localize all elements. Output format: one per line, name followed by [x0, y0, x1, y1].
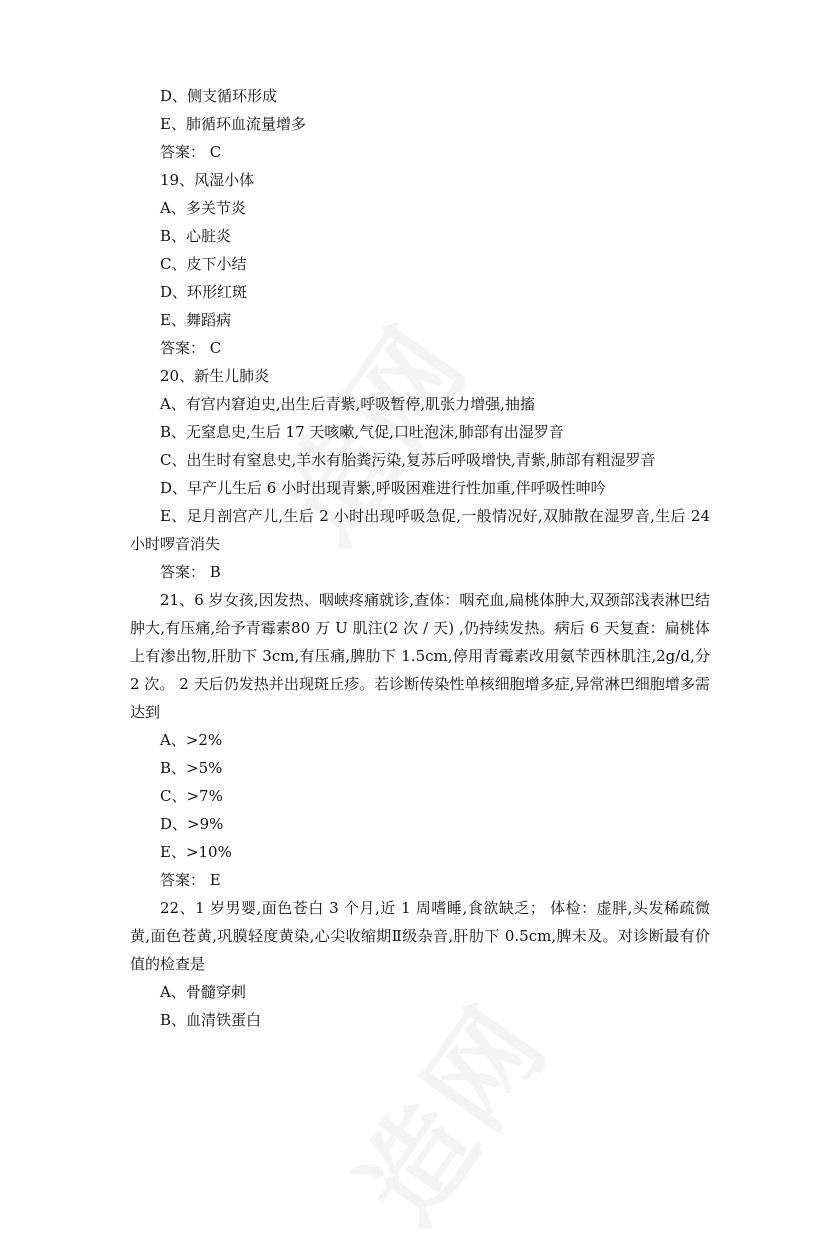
option-a: A、有宫内窘迫史,出生后青紫,呼吸暂停,肌张力增强,抽搐: [160, 395, 535, 413]
option-a: A、多关节炎: [160, 199, 246, 217]
option-b: B、血清铁蛋白: [160, 1011, 262, 1029]
option-d: D、环形红斑: [160, 283, 248, 301]
question-20: 20、新生儿肺炎: [160, 367, 270, 385]
option-c: C、>7%: [160, 787, 223, 805]
question-22: 22、1 岁男婴,面色苍白 3 个月,近 1 周嗜睡,食欲缺乏； 体检：虚胖,头发稀疏微黄,面色苍黄,巩膜轻度黄染,心尖收缩期Ⅱ级杂音,肝肋下 0.5cm,脾未及。对诊断最有价值的检查是: [130, 899, 710, 973]
option-d: D、早产儿生后 6 小时出现青紫,呼吸困难进行性加重,伴呼吸性呻吟: [160, 479, 606, 497]
option-e: E、足月剖宫产儿,生后 2 小时出现呼吸急促,一般情况好,双肺散在湿罗音,生后 24 小时啰音消失: [130, 507, 710, 553]
question-content: [130, 82, 710, 1034]
option-b: B、心脏炎: [160, 227, 232, 245]
answer: 答案： C: [160, 339, 222, 357]
option-c: C、皮下小结: [160, 255, 247, 273]
option-d: D、>9%: [160, 815, 224, 833]
option-e: E、肺循环血流量增多: [160, 115, 306, 133]
answer: 答案： E: [160, 871, 221, 889]
option-b: B、无窒息史,生后 17 天咳嗽,气促,口吐泡沫,肺部有出湿罗音: [160, 423, 564, 441]
option-e: E、>10%: [160, 843, 232, 861]
question-21: 21、6 岁女孩,因发热、咽峡疼痛就诊,查体：咽充血,扁桃体肿大,双颈部浅表淋巴结肿大,有压痛,给予青霉素80 万 U 肌注(2 次 / 天) ,仍持续发热。病后 6 天复查：扁桃体上有渗出物,肝肋下 3cm,有压痛,脾肋下 1.5cm,停用青霉素改用氨苄西林肌注,2g/d,分 2 次。 2 天后仍发热并出现斑丘疹。若诊断传染性单核细胞增多症,异常淋巴细胞增多需达到: [130, 591, 710, 721]
option-a: A、骨髓穿刺: [160, 983, 246, 1001]
option-c: C、出生时有窒息史,羊水有胎粪污染,复苏后呼吸增快,青紫,肺部有粗湿罗音: [160, 451, 656, 469]
option-b: B、>5%: [160, 759, 223, 777]
option-d: D、侧支循环形成: [160, 87, 278, 105]
question-19: 19、风湿小体: [160, 171, 255, 189]
answer: 答案： C: [160, 143, 222, 161]
option-e: E、舞蹈病: [160, 311, 231, 329]
option-a: A、>2%: [160, 731, 223, 749]
answer: 答案： B: [160, 563, 221, 581]
